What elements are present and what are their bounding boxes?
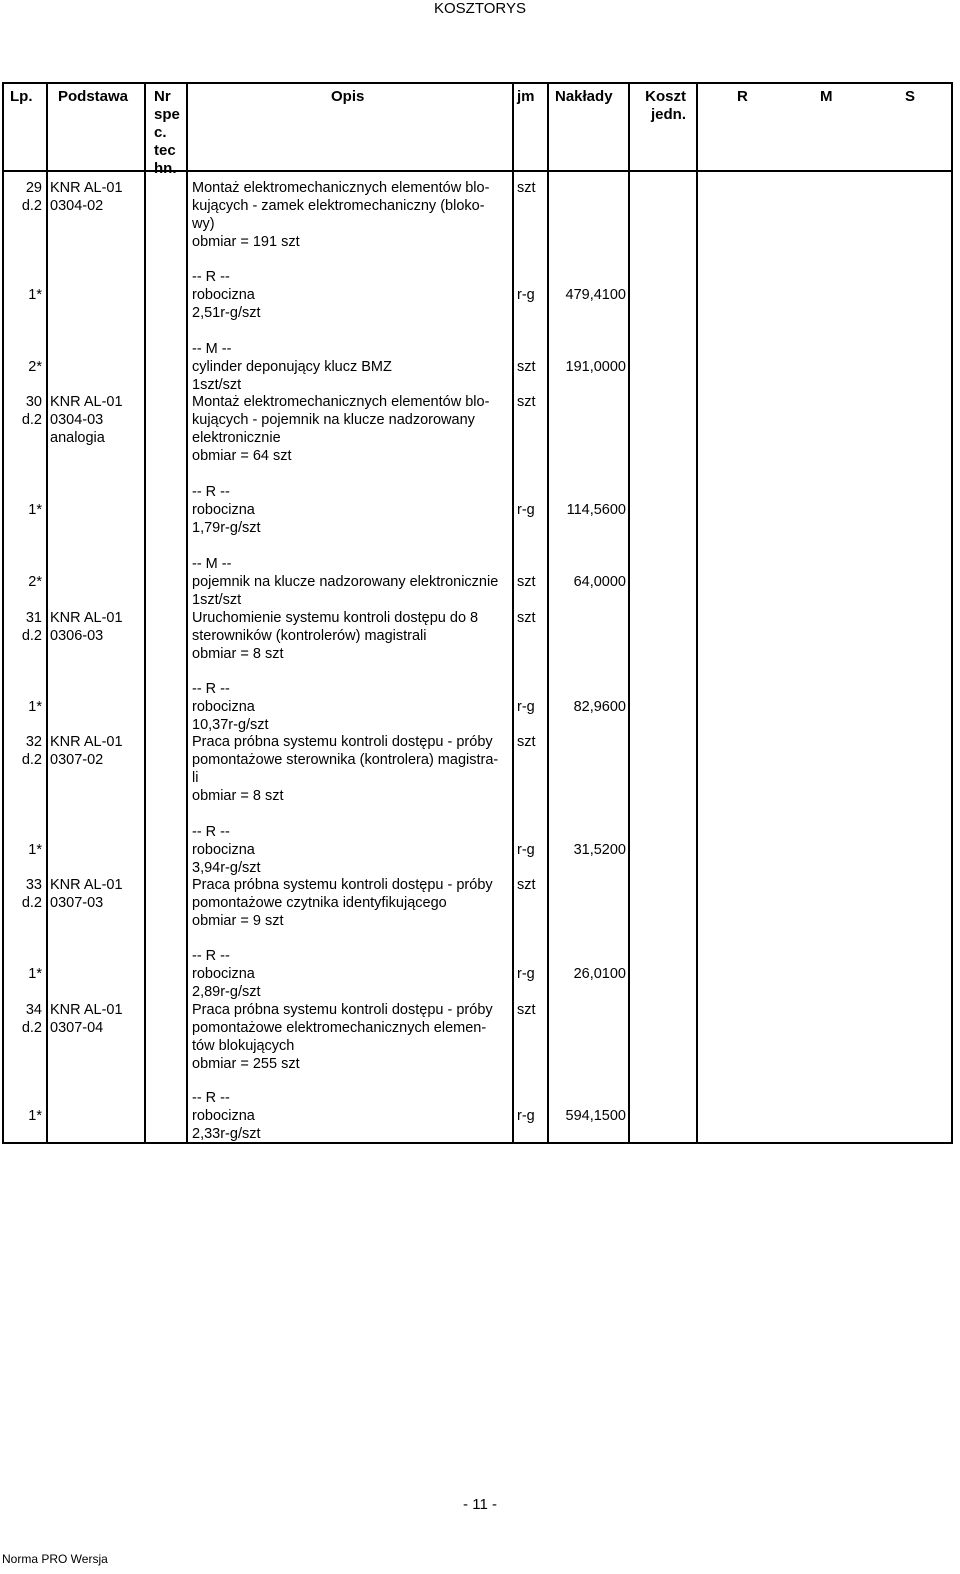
subitem-unit: r-g xyxy=(517,966,535,982)
item-description-line: Praca próbna systemu kontroli dostępu - próby xyxy=(192,734,493,750)
item-number: d.2 xyxy=(21,628,42,644)
subitem-code: 1* xyxy=(28,502,42,518)
item-basis: 0307-04 xyxy=(50,1020,104,1036)
item-unit: szt xyxy=(517,610,536,626)
item-basis: 0306-03 xyxy=(50,628,104,644)
subitem-value: 64,0000 xyxy=(573,574,626,590)
subitem-line: robocizna xyxy=(192,502,255,518)
item-description-line: obmiar = 8 szt xyxy=(192,646,284,662)
item-unit: szt xyxy=(517,734,536,750)
column-divider xyxy=(696,84,698,1142)
item-unit: szt xyxy=(517,180,536,196)
subitem-line: 1szt/szt xyxy=(192,377,242,393)
item-basis: 0307-02 xyxy=(50,752,104,768)
item-number: 34 xyxy=(25,1002,42,1018)
item-basis: KNR AL-01 xyxy=(50,734,123,750)
item-description-line: li xyxy=(192,770,199,786)
subitem-value: 191,0000 xyxy=(565,359,626,375)
header-jm: jm xyxy=(517,88,535,105)
item-description-line: elektronicznie xyxy=(192,430,281,446)
item-description-line: pomontażowe czytnika identyfikującego xyxy=(192,895,447,911)
subitem-line: 2,51r-g/szt xyxy=(192,305,261,321)
item-basis: KNR AL-01 xyxy=(50,180,123,196)
subitem-line: robocizna xyxy=(192,287,255,303)
item-number: 30 xyxy=(25,394,42,410)
item-description-line: obmiar = 9 szt xyxy=(192,913,284,929)
item-description-line: kujących - zamek elektromechaniczny (bloko- xyxy=(192,198,485,214)
item-number: 32 xyxy=(25,734,42,750)
header-nr-spec-line: c. xyxy=(154,124,167,141)
item-number: d.2 xyxy=(21,198,42,214)
header-r: R xyxy=(737,88,748,105)
header-s: S xyxy=(905,88,916,105)
subitem-code: 1* xyxy=(28,842,42,858)
subitem-line: 10,37r-g/szt xyxy=(192,717,269,733)
subitem-unit: szt xyxy=(517,359,536,375)
subitem-code: 1* xyxy=(28,966,42,982)
header-koszt-line: Koszt xyxy=(645,88,686,105)
subitem-line: 2,89r-g/szt xyxy=(192,984,261,1000)
subitem-line: 3,94r-g/szt xyxy=(192,860,261,876)
header-nr-spec-line: hn. xyxy=(154,160,177,177)
subitem-code: 1* xyxy=(28,1108,42,1124)
subitem-value: 31,5200 xyxy=(573,842,626,858)
subitem-line: -- R -- xyxy=(192,824,230,840)
column-divider xyxy=(186,84,188,1142)
item-number: d.2 xyxy=(21,895,42,911)
subitem-unit: szt xyxy=(517,574,536,590)
column-divider xyxy=(46,84,48,1142)
subitem-line: 1szt/szt xyxy=(192,592,242,608)
item-description-line: obmiar = 191 szt xyxy=(192,234,300,250)
item-basis: KNR AL-01 xyxy=(50,877,123,893)
subitem-code: 2* xyxy=(28,574,42,590)
item-number: d.2 xyxy=(21,752,42,768)
item-basis: 0304-03 xyxy=(50,412,104,428)
subitem-line: cylinder deponujący klucz BMZ xyxy=(192,359,392,375)
subitem-value: 26,0100 xyxy=(573,966,626,982)
item-basis: 0304-02 xyxy=(50,198,104,214)
header-nr-spec xyxy=(154,88,180,178)
subitem-line: -- M -- xyxy=(192,341,232,357)
cost-estimate-table xyxy=(2,82,953,1144)
header-nr-spec-line: Nr xyxy=(154,88,171,105)
software-name: Norma PRO Wersja xyxy=(2,1552,108,1566)
subitem-line: -- R -- xyxy=(192,681,230,697)
item-number: 31 xyxy=(25,610,42,626)
subitem-code: 1* xyxy=(28,287,42,303)
page-number: - 11 - xyxy=(463,1496,497,1513)
subitem-line: robocizna xyxy=(192,966,255,982)
subitem-unit: r-g xyxy=(517,699,535,715)
column-divider xyxy=(628,84,630,1142)
header-nr-spec-line: spe xyxy=(154,106,180,123)
item-description-line: obmiar = 255 szt xyxy=(192,1056,300,1072)
subitem-line: -- R -- xyxy=(192,948,230,964)
header-koszt-line: jedn. xyxy=(650,106,686,123)
item-number: d.2 xyxy=(21,1020,42,1036)
header-opis: Opis xyxy=(331,88,365,105)
column-divider xyxy=(547,84,549,1142)
subitem-unit: r-g xyxy=(517,502,535,518)
subitem-value: 82,9600 xyxy=(573,699,626,715)
subitem-line: -- R -- xyxy=(192,269,230,285)
item-unit: szt xyxy=(517,877,536,893)
subitem-line: pojemnik na klucze nadzorowany elektronicznie xyxy=(192,574,499,590)
item-basis: KNR AL-01 xyxy=(50,1002,123,1018)
subitem-line: robocizna xyxy=(192,842,255,858)
column-divider xyxy=(512,84,514,1142)
item-basis: KNR AL-01 xyxy=(50,394,123,410)
item-number: 29 xyxy=(25,180,42,196)
item-description-line: obmiar = 64 szt xyxy=(192,448,292,464)
column-divider xyxy=(144,84,146,1142)
subitem-line: robocizna xyxy=(192,699,255,715)
subitem-code: 2* xyxy=(28,359,42,375)
item-number: 33 xyxy=(25,877,42,893)
header-m: M xyxy=(820,88,833,105)
subitem-code: 1* xyxy=(28,699,42,715)
item-description-line: kujących - pojemnik na klucze nadzorowany xyxy=(192,412,475,428)
subitem-value: 479,4100 xyxy=(565,287,626,303)
item-description-line: Montaż elektromechanicznych elementów blo- xyxy=(192,180,490,196)
item-number: d.2 xyxy=(21,412,42,428)
subitem-line: -- M -- xyxy=(192,556,232,572)
item-basis: KNR AL-01 xyxy=(50,610,123,626)
header-podstawa: Podstawa xyxy=(58,88,129,105)
header-koszt xyxy=(638,88,686,124)
subitem-line: 2,33r-g/szt xyxy=(192,1126,261,1142)
header-naklady: Nakłady xyxy=(555,88,613,105)
item-description-line: pomontażowe elektromechanicznych elemen- xyxy=(192,1020,487,1036)
subitem-unit: r-g xyxy=(517,1108,535,1124)
item-basis: 0307-03 xyxy=(50,895,104,911)
header-lp: Lp. xyxy=(10,88,33,105)
item-description-line: Montaż elektromechanicznych elementów blo- xyxy=(192,394,490,410)
header-nr-spec-line: tec xyxy=(154,142,176,159)
item-description-line: Uruchomienie systemu kontroli dostępu do 8 xyxy=(192,610,479,626)
item-unit: szt xyxy=(517,1002,536,1018)
document-title: KOSZTORYS xyxy=(434,0,526,17)
subitem-value: 594,1500 xyxy=(565,1108,626,1124)
item-description-line: pomontażowe sterownika (kontrolera) magistra- xyxy=(192,752,499,768)
subitem-unit: r-g xyxy=(517,842,535,858)
item-basis: analogia xyxy=(50,430,105,446)
item-description-line: obmiar = 8 szt xyxy=(192,788,284,804)
item-description-line: sterowników (kontrolerów) magistrali xyxy=(192,628,427,644)
subitem-line: -- R -- xyxy=(192,484,230,500)
subitem-line: 1,79r-g/szt xyxy=(192,520,261,536)
item-unit: szt xyxy=(517,394,536,410)
item-description-line: tów blokujących xyxy=(192,1038,295,1054)
subitem-line: robocizna xyxy=(192,1108,255,1124)
item-description-line: wy) xyxy=(192,216,215,232)
item-description-line: Praca próbna systemu kontroli dostępu - próby xyxy=(192,877,493,893)
subitem-line: -- R -- xyxy=(192,1090,230,1106)
item-description-line: Praca próbna systemu kontroli dostępu - próby xyxy=(192,1002,493,1018)
subitem-value: 114,5600 xyxy=(566,502,626,518)
subitem-unit: r-g xyxy=(517,287,535,303)
header-divider xyxy=(4,170,951,172)
